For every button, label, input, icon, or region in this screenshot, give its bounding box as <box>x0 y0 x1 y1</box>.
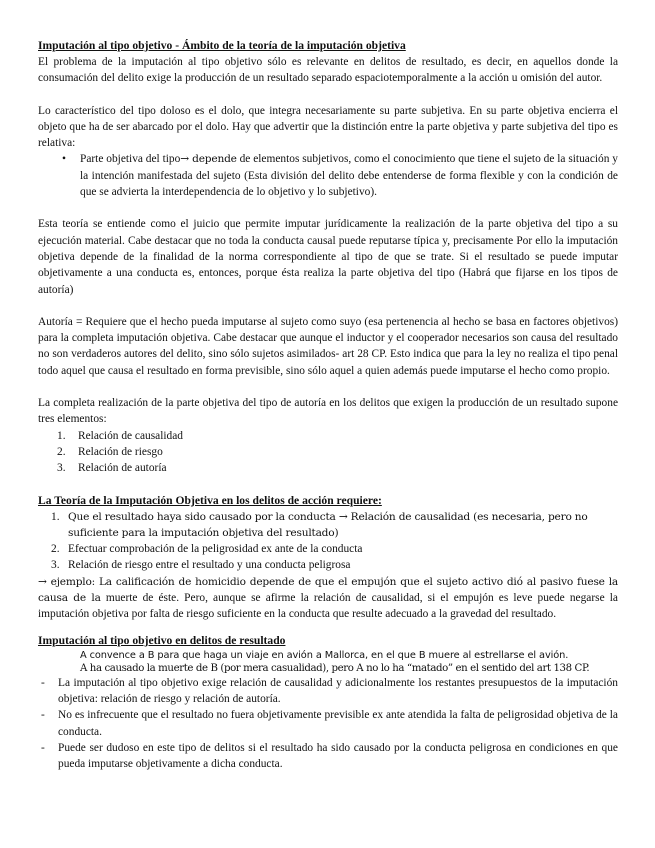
requirements-list <box>38 509 618 574</box>
paragraph-autoria: Autoría = Requiere que el hecho pueda imputarse al sujeto como suyo (esa pertenencia al hecho se basa en factores objetivos) para la completa imputación objetiva. Cabe destacar que aunque el inductor y el cooperador necesarios son causa del resultado no son verdaderos autores del delito, sino sólo sujetos asimilados- art 28 CP. Esto indica que para la ley no realiza el tipo penal todo aquel que causa el resultado en forma previsible, sino sólo aquel a quien además puede imputarse el hecho como propio. <box>38 315 618 377</box>
dash-list <box>38 675 618 773</box>
bullet-marker: • <box>62 153 66 166</box>
heading-imputacion-ambito: Imputación al tipo objetivo - Ámbito de la teoría de la imputación objetiva <box>38 39 406 52</box>
heading-delitos-resultado: Imputación al tipo objetivo en delitos de resultado <box>38 633 286 647</box>
list-item: - No es infrecuente que el resultado no fuera objetivamente previsible ex ante atendida la falta de peligrosidad objetiva de la conducta. <box>41 709 618 738</box>
bullet-text-a: Parte objetiva del tipo <box>80 153 181 166</box>
paragraph-ejemplo <box>38 574 618 623</box>
list-item: 1. Que el resultado haya sido causado por la conducta → Relación de causalidad (es necesaria, pero no suficiente para la imputación objetiva del resultado) <box>51 510 588 539</box>
list-item: 3. Relación de autoría <box>57 462 167 475</box>
bullet-text-b: de elementos subjetivos, como el conocimiento que tiene el sujeto de la situación y la intención manifestada del sujeto (Esta división del delito debe entenderse de forma flexible y con la condición de que se advierta la interdependencia de lo objetivo y lo subjetivo). <box>80 153 619 199</box>
list-item: 2. Efectuar comprobación de la peligrosidad ex ante de la conducta <box>51 543 363 556</box>
document-page <box>38 38 618 772</box>
heading-teoria-delitos-accion: La Teoría de la Imputación Objetiva en los delitos de acción requiere: <box>38 493 382 507</box>
example-note-2: A ha causado la muerte de B (por mera casualidad), pero A no lo ha “matado” en el sentido del art 138 CP. <box>80 662 590 674</box>
list-item: 3. Relación de riesgo entre el resultado y una conducta peligrosa <box>51 559 351 572</box>
example-note-1: A convence a B para que haga un viaje en avión a Mallorca, en el que B muere al estrellarse el avión. <box>80 649 569 661</box>
example-rest: muerte de éste. Pero, aunque se afirme la relación de causalidad, si el empujón es leve puede negarse la imputación objetiva por falta de riesgo suficiente en la conducta que resulte adecuado a la gravedad del resultado. <box>38 592 618 621</box>
bullet-list <box>38 151 618 200</box>
example-lead: → ejemplo: La calificación de homicidio depende de que el empujón que el sujeto activo dió al pasivo fuese la causa de la <box>38 575 618 605</box>
list-item: - La imputación al tipo objetivo exige relación de causalidad y adicionalmente los restantes presupuestos de la imputación objetiva: relación de riesgo y relación de autoría. <box>41 676 618 705</box>
list-item: - Puede ser dudoso en este tipo de delitos si el resultado ha sido causado por la conducta peligrosa en condiciones en que pueda imputarse objetivamente a dicha conducta. <box>41 741 618 771</box>
paragraph-tipo-doloso: Lo característico del tipo doloso es el dolo, que integra necesariamente su parte subjetiva. En su parte objetiva encierra el objeto que ha de ser abarcado por el dolo. Hay que advertir que la distinción entre la parte objetiva y parte subjetiva del tipo es relativa: <box>38 104 618 150</box>
bullet-parte-objetiva <box>38 151 618 200</box>
paragraph-problema: El problema de la imputación al tipo objetivo sólo es relevante en delitos de resultado, es decir, en aquellos donde la consumación del delito exige la producción de un resultado separado espaciotemporalmente a la acción u omisión del autor. <box>38 56 618 85</box>
paragraph-teoria: Esta teoría se entiende como el juicio que permite imputar jurídicamente la realización de la parte objetiva del tipo a su ejecución material. Cabe destacar que no toda la conducta causal puede reputarse típica y, precisamente Por ello la imputación objetiva depende de la finalidad de la norma correspondiente al tipo de que se trate. Si el resultado se puede imputar objetivamente a una conducta es, entonces, porque ésta realiza la parte objetiva del tipo (Habrá que fijarse en los tipos de autoría) <box>38 218 618 296</box>
paragraph-completa-realizacion: La completa realización de la parte objetiva del tipo de autoría en los delitos que exigen la producción de un resultado supone tres elementos: <box>38 397 618 426</box>
list-item: 1. Relación de causalidad <box>57 429 184 442</box>
bullet-arrow-depende: → depende <box>180 153 237 166</box>
list-item: 2. Relación de riesgo <box>57 445 163 458</box>
elements-list <box>38 428 618 477</box>
